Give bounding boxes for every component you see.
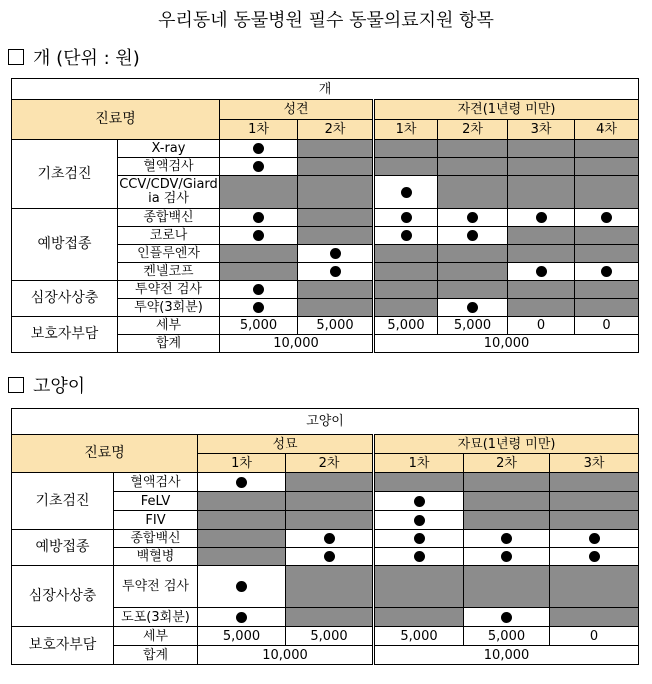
item-cell: 혈액검사 — [118, 158, 220, 176]
not-applicable-cell — [374, 245, 438, 263]
item-cell: 투약전 검사 — [114, 566, 198, 608]
header-item: 진료명 — [12, 100, 220, 140]
mark-cell — [438, 209, 508, 227]
not-applicable-cell — [298, 227, 374, 245]
mark-cell — [220, 158, 298, 176]
applied-dot-icon — [536, 212, 547, 223]
cost-row-label: 세부 — [118, 317, 220, 335]
applied-dot-icon — [414, 496, 425, 507]
page-title: 우리동네 동물병원 필수 동물의료지원 항목 — [158, 10, 494, 31]
mark-cell — [374, 511, 464, 530]
dog-table — [11, 78, 639, 353]
applied-dot-icon — [253, 161, 264, 172]
applied-dot-icon — [501, 612, 512, 623]
not-applicable-cell — [298, 158, 374, 176]
category-cell: 보호자부담 — [12, 627, 114, 665]
applied-dot-icon — [324, 533, 335, 544]
dog-section-heading — [8, 44, 140, 70]
applied-dot-icon — [414, 551, 425, 562]
not-applicable-cell — [374, 281, 438, 299]
round-header: 2차 — [438, 120, 508, 140]
mark-cell — [198, 566, 286, 608]
item-cell: 인플루엔자 — [118, 245, 220, 263]
applied-dot-icon — [501, 533, 512, 544]
not-applicable-cell — [298, 176, 374, 209]
not-applicable-cell — [508, 140, 575, 158]
not-applicable-cell — [220, 263, 298, 281]
not-applicable-cell — [438, 263, 508, 281]
dog-table-caption: 개 — [12, 79, 639, 100]
applied-dot-icon — [330, 266, 341, 277]
not-applicable-cell — [286, 608, 374, 627]
not-applicable-cell — [575, 158, 639, 176]
mark-cell — [438, 299, 508, 317]
applied-dot-icon — [253, 284, 264, 295]
applied-dot-icon — [253, 302, 264, 313]
mark-cell — [508, 209, 575, 227]
category-cell: 보호자부담 — [12, 317, 118, 353]
not-applicable-cell — [298, 299, 374, 317]
applied-dot-icon — [589, 551, 600, 562]
item-cell: 코로나 — [118, 227, 220, 245]
mark-cell — [374, 227, 438, 245]
cost-row-label: 세부 — [114, 627, 198, 646]
not-applicable-cell — [198, 511, 286, 530]
round-header: 2차 — [464, 454, 550, 473]
applied-dot-icon — [324, 551, 335, 562]
not-applicable-cell — [508, 176, 575, 209]
cost-cell: 0 — [550, 627, 639, 646]
not-applicable-cell — [286, 511, 374, 530]
not-applicable-cell — [438, 245, 508, 263]
total-cell: 10,000 — [220, 335, 374, 353]
applied-dot-icon — [236, 477, 247, 488]
total-cell: 10,000 — [374, 335, 639, 353]
item-cell: 백혈병 — [114, 548, 198, 566]
not-applicable-cell — [508, 245, 575, 263]
category-cell: 심장사상충 — [12, 566, 114, 627]
cost-cell: 5,000 — [220, 317, 298, 335]
mark-cell — [374, 176, 438, 209]
mark-cell — [374, 530, 464, 548]
cost-cell: 5,000 — [374, 627, 464, 646]
mark-cell — [550, 530, 639, 548]
not-applicable-cell — [374, 158, 438, 176]
applied-dot-icon — [414, 533, 425, 544]
not-applicable-cell — [575, 140, 639, 158]
mark-cell — [438, 227, 508, 245]
cost-row-label: 합계 — [114, 646, 198, 665]
not-applicable-cell — [298, 281, 374, 299]
not-applicable-cell — [298, 209, 374, 227]
not-applicable-cell — [374, 566, 464, 608]
applied-dot-icon — [401, 212, 412, 223]
applied-dot-icon — [589, 533, 600, 544]
mark-cell — [508, 263, 575, 281]
mark-cell — [464, 548, 550, 566]
group-puppy: 자견(1년령 미만) — [374, 100, 639, 120]
not-applicable-cell — [286, 473, 374, 492]
mark-cell — [575, 263, 639, 281]
not-applicable-cell — [575, 176, 639, 209]
item-cell: 켄넬코프 — [118, 263, 220, 281]
not-applicable-cell — [464, 492, 550, 511]
not-applicable-cell — [508, 281, 575, 299]
not-applicable-cell — [508, 299, 575, 317]
checkbox-icon — [8, 377, 24, 393]
mark-cell — [220, 140, 298, 158]
round-header: 1차 — [198, 454, 286, 473]
not-applicable-cell — [575, 227, 639, 245]
mark-cell — [550, 548, 639, 566]
category-cell: 기초검진 — [12, 473, 114, 530]
round-header: 1차 — [220, 120, 298, 140]
group-kitten: 자묘(1년령 미만) — [374, 435, 639, 454]
applied-dot-icon — [330, 248, 341, 259]
mark-cell — [198, 608, 286, 627]
not-applicable-cell — [550, 608, 639, 627]
mark-cell — [464, 530, 550, 548]
mark-cell — [198, 473, 286, 492]
mark-cell — [575, 209, 639, 227]
item-cell: FIV — [114, 511, 198, 530]
category-cell: 예방접종 — [12, 530, 114, 566]
total-cell: 10,000 — [198, 646, 374, 665]
not-applicable-cell — [438, 176, 508, 209]
applied-dot-icon — [467, 230, 478, 241]
applied-dot-icon — [467, 212, 478, 223]
cat-section-heading — [8, 372, 85, 398]
applied-dot-icon — [601, 212, 612, 223]
round-header: 3차 — [508, 120, 575, 140]
not-applicable-cell — [508, 227, 575, 245]
category-cell: 예방접종 — [12, 209, 118, 281]
mark-cell — [374, 548, 464, 566]
cost-cell: 5,000 — [286, 627, 374, 646]
item-cell: 투약전 검사 — [118, 281, 220, 299]
mark-cell — [286, 548, 374, 566]
applied-dot-icon — [467, 302, 478, 313]
not-applicable-cell — [438, 140, 508, 158]
not-applicable-cell — [550, 492, 639, 511]
item-cell: X-ray — [118, 140, 220, 158]
mark-cell — [220, 281, 298, 299]
applied-dot-icon — [236, 581, 247, 592]
applied-dot-icon — [414, 515, 425, 526]
mark-cell — [220, 227, 298, 245]
not-applicable-cell — [198, 548, 286, 566]
cat-table — [11, 408, 639, 665]
not-applicable-cell — [438, 158, 508, 176]
mark-cell — [374, 492, 464, 511]
item-cell: 종합백신 — [118, 209, 220, 227]
checkbox-icon — [8, 49, 24, 65]
cost-cell: 5,000 — [198, 627, 286, 646]
round-header: 1차 — [374, 454, 464, 473]
item-cell: FeLV — [114, 492, 198, 511]
item-cell: 투약(3회분) — [118, 299, 220, 317]
not-applicable-cell — [374, 299, 438, 317]
applied-dot-icon — [601, 266, 612, 277]
applied-dot-icon — [253, 230, 264, 241]
not-applicable-cell — [464, 566, 550, 608]
round-header: 2차 — [286, 454, 374, 473]
applied-dot-icon — [253, 143, 264, 154]
cost-cell: 5,000 — [298, 317, 374, 335]
round-header: 4차 — [575, 120, 639, 140]
item-cell: CCV/CDV/Giardia 검사 — [118, 176, 220, 209]
cost-cell: 5,000 — [374, 317, 438, 335]
not-applicable-cell — [220, 176, 298, 209]
not-applicable-cell — [550, 566, 639, 608]
header-item: 진료명 — [12, 435, 198, 473]
not-applicable-cell — [374, 263, 438, 281]
applied-dot-icon — [536, 266, 547, 277]
cost-row-label: 합계 — [118, 335, 220, 353]
total-cell: 10,000 — [374, 646, 639, 665]
mark-cell — [286, 530, 374, 548]
not-applicable-cell — [220, 245, 298, 263]
category-cell: 심장사상충 — [12, 281, 118, 317]
mark-cell — [374, 209, 438, 227]
category-cell: 기초검진 — [12, 140, 118, 209]
item-cell: 혈액검사 — [114, 473, 198, 492]
applied-dot-icon — [253, 212, 264, 223]
not-applicable-cell — [575, 245, 639, 263]
not-applicable-cell — [286, 492, 374, 511]
not-applicable-cell — [374, 608, 464, 627]
not-applicable-cell — [374, 473, 464, 492]
group-adult-dog: 성견 — [220, 100, 374, 120]
not-applicable-cell — [198, 530, 286, 548]
cat-section-label: 고양이 — [33, 376, 86, 397]
item-cell: 종합백신 — [114, 530, 198, 548]
not-applicable-cell — [374, 140, 438, 158]
mark-cell — [298, 263, 374, 281]
not-applicable-cell — [550, 511, 639, 530]
cat-table-caption: 고양이 — [12, 409, 639, 435]
item-cell: 도포(3회분) — [114, 608, 198, 627]
not-applicable-cell — [464, 511, 550, 530]
cost-cell: 5,000 — [438, 317, 508, 335]
applied-dot-icon — [401, 187, 412, 198]
group-adult-cat: 성묘 — [198, 435, 374, 454]
mark-cell — [464, 608, 550, 627]
not-applicable-cell — [508, 158, 575, 176]
mark-cell — [298, 245, 374, 263]
not-applicable-cell — [438, 281, 508, 299]
mark-cell — [220, 209, 298, 227]
not-applicable-cell — [298, 140, 374, 158]
mark-cell — [220, 299, 298, 317]
not-applicable-cell — [198, 492, 286, 511]
round-header: 1차 — [374, 120, 438, 140]
cost-cell: 0 — [575, 317, 639, 335]
applied-dot-icon — [501, 551, 512, 562]
not-applicable-cell — [550, 473, 639, 492]
cost-cell: 0 — [508, 317, 575, 335]
dog-section-label: 개 (단위 : 원) — [33, 48, 140, 69]
applied-dot-icon — [401, 230, 412, 241]
cost-cell: 5,000 — [464, 627, 550, 646]
not-applicable-cell — [286, 566, 374, 608]
applied-dot-icon — [236, 612, 247, 623]
round-header: 3차 — [550, 454, 639, 473]
not-applicable-cell — [575, 299, 639, 317]
not-applicable-cell — [464, 473, 550, 492]
round-header: 2차 — [298, 120, 374, 140]
not-applicable-cell — [575, 281, 639, 299]
